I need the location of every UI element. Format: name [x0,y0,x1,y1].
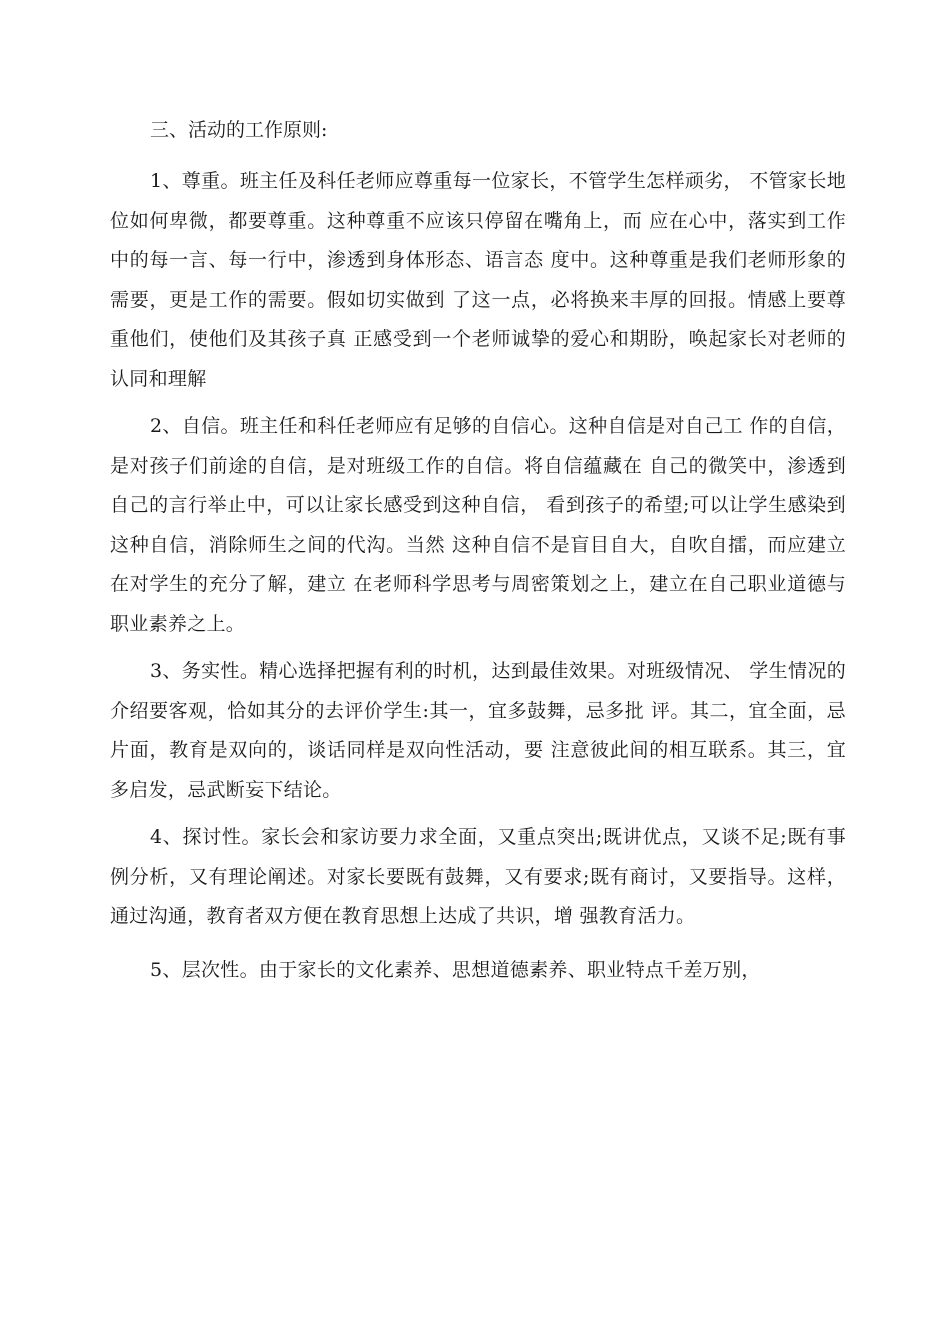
document-page [110,112,846,998]
paragraph-hierarchy: 5、层次性。由于家长的文化素养、思想道德素养、职业特点千差万别， [150,958,761,981]
section-heading: 三、活动的工作原则: [150,119,328,141]
paragraph-discussion: 4、探讨性。家长会和家访要力求全面，又重点突出;既讲优点，又谈不足;既有事例分析，又有理论阐述。对家长要既有鼓舞，又有要求;既有商讨，又要指导。这样，通过沟通，教育者双方便在教育思想上达成了共识，增 强教育活力。 [110,826,846,927]
paragraph-respect: 1、尊重。班主任及科任老师应尊重每一位家长，不管学生怎样顽劣， 不管家长地位如何卑微，都要尊重。这种尊重不应该只停留在嘴角上，而 应在心中，落实到工作中的每一言、每一行中，渗透到身体形态、语言态 度中。这种尊重是我们老师形象的需要，更是工作的需要。假如切实做到 了这一点，必将换来丰厚的回报。情感上要尊重他们，使他们及其孩子真 正感受到一个老师诚挚的爱心和期盼，唤起家长对老师的认同和理解 [110,170,846,390]
paragraph-confidence: 2、自信。班主任和科任老师应有足够的自信心。这种自信是对自己工 作的自信，是对孩子们前途的自信，是对班级工作的自信。将自信蕴藏在 自己的微笑中，渗透到自己的言行举止中，可以让家长感受到这种自信， 看到孩子的希望;可以让学生感染到这种自信，消除师生之间的代沟。当然 这种自信不是盲目自大，自吹自擂，而应建立在对学生的充分了解，建立 在老师科学思考与周密策划之上，建立在自己职业道德与职业素养之上。 [110,415,846,635]
paragraph-pragmatism: 3、务实性。精心选择把握有利的时机，达到最佳效果。对班级情况、 学生情况的介绍要客观，恰如其分的去评价学生:其一，宜多鼓舞，忌多批 评。其二，宜全面，忌片面，教育是双向的，谈话同样是双向性活动，要 注意彼此间的相互联系。其三，宜多启发，忌武断妄下结论。 [110,660,846,801]
